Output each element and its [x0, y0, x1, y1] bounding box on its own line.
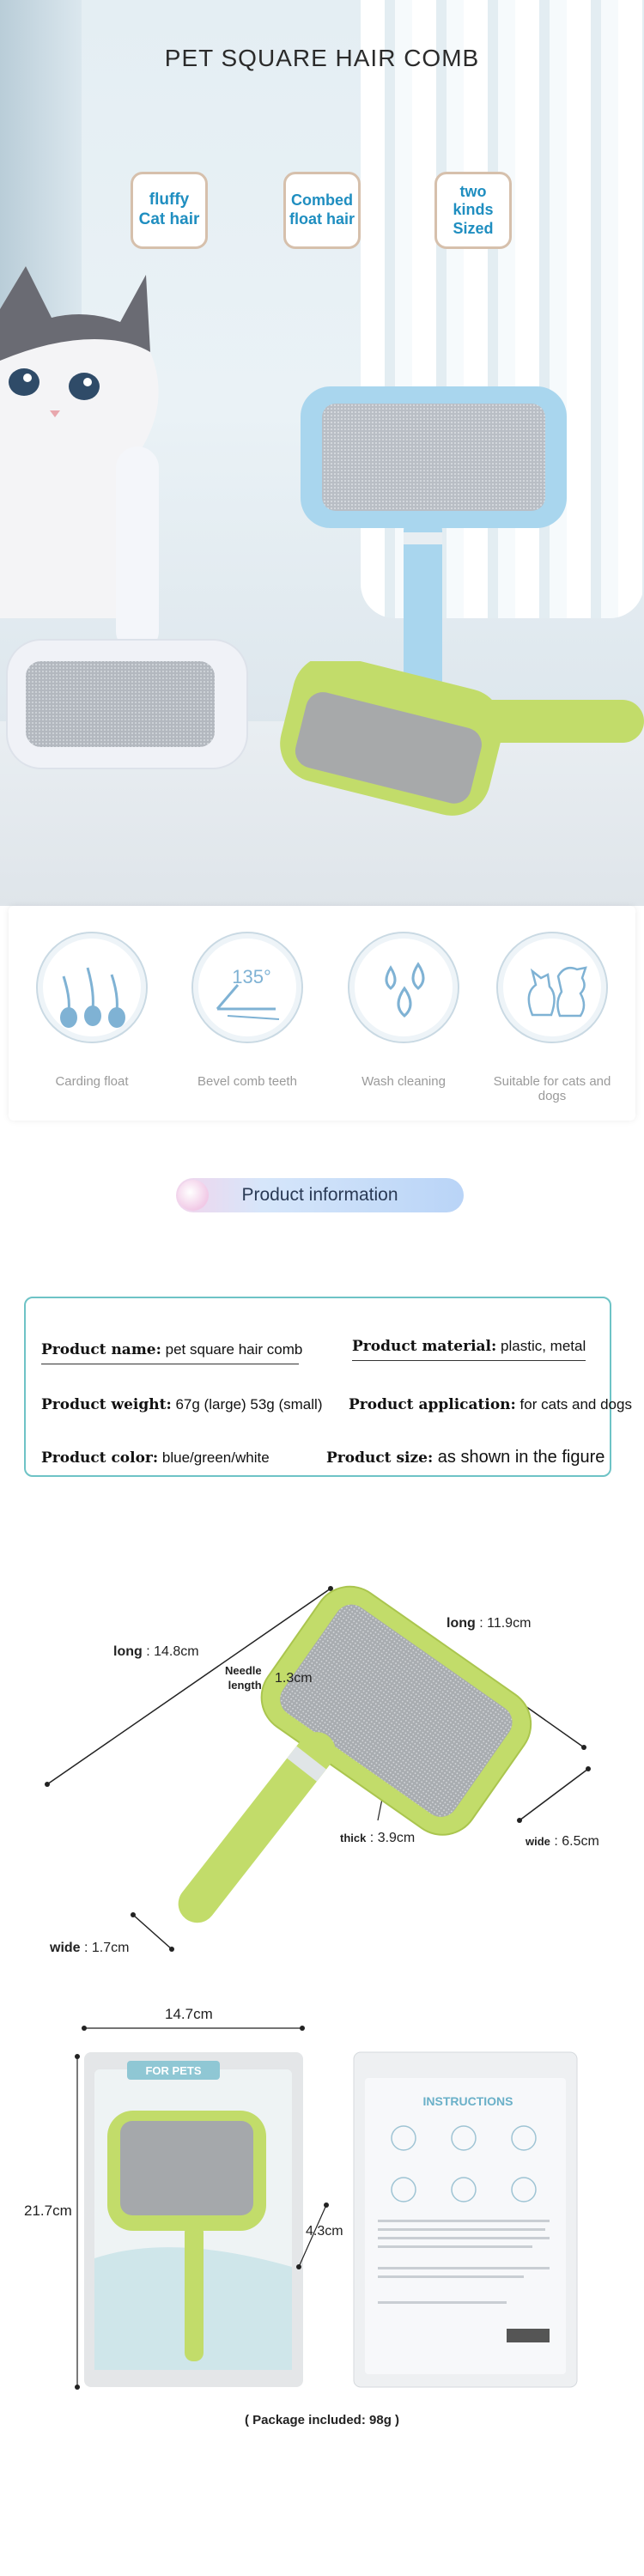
package-weight-note: ( Package included: 98g ) [244, 2413, 400, 2427]
package-brand: FOR PETS [145, 2064, 202, 2077]
tag-two-sizes: two kinds Sized [434, 172, 512, 249]
dim-wide-right: wide : 6.5cm [526, 1834, 599, 1849]
cat-dog-icon [496, 932, 608, 1043]
angle-135-icon [191, 932, 303, 1043]
package-handle-length: 4.3cm [306, 2224, 343, 2239]
package-width: 14.7cm [165, 2006, 213, 2022]
package-height: 21.7cm [24, 2202, 72, 2219]
heading-decoration [178, 1180, 209, 1211]
dim-thick: thick : 3.9cm [340, 1831, 416, 1845]
dim-needle-length-label: Needle length [225, 1664, 262, 1692]
feature-cats-and-dogs [479, 932, 625, 1103]
feature-label: Suitable for cats and dogs [493, 1074, 611, 1103]
dimension-diagram [0, 1563, 644, 1975]
product-info-table [24, 1297, 632, 1477]
green-brush-image [275, 661, 644, 816]
feature-bevel-comb-teeth [174, 932, 320, 1089]
feature-label: Carding float [55, 1074, 129, 1089]
dim-long-left: long : 14.8cm [113, 1644, 199, 1659]
feature-label: Wash cleaning [361, 1074, 446, 1089]
hair-follicle-icon [36, 932, 148, 1043]
feature-carding-float [19, 932, 165, 1089]
page-title: PET SQUARE HAIR COMB [164, 45, 480, 71]
feature-wash-cleaning [331, 932, 477, 1089]
tag-combed-float-hair: Combed float hair [283, 172, 361, 249]
package-section [0, 2006, 644, 2404]
white-brush-image [0, 447, 258, 773]
package-drawing [0, 2009, 644, 2404]
dim-wide-left: wide : 1.7cm [50, 1941, 130, 1955]
angle-value: 135° [232, 966, 271, 987]
info-product-name: Product name: pet square hair comb [41, 1341, 303, 1358]
dim-needle-length-value: 1.3cm [275, 1671, 313, 1686]
info-product-color: Product color: blue/green/white [41, 1449, 270, 1467]
info-product-weight: Product weight: 67g (large) 53g (small) [41, 1396, 323, 1413]
tag-fluffy-cat-hair: fluffy Cat hair [131, 172, 208, 249]
underline [352, 1360, 586, 1361]
feature-label: Bevel comb teeth [197, 1074, 297, 1089]
dimension-drawing [0, 1563, 644, 1975]
hero-banner [0, 0, 644, 906]
package-back-title: INSTRUCTIONS [422, 2094, 513, 2108]
features-panel [9, 906, 635, 1121]
dim-long-right: long : 11.9cm [447, 1616, 532, 1631]
info-product-size: Product size: as shown in the figure [326, 1448, 605, 1467]
info-product-application: Product application: for cats and dogs [349, 1396, 632, 1413]
info-product-material: Product material: plastic, metal [352, 1338, 586, 1355]
section-heading-product-information: Product information [176, 1178, 464, 1212]
water-drops-icon [348, 932, 459, 1043]
